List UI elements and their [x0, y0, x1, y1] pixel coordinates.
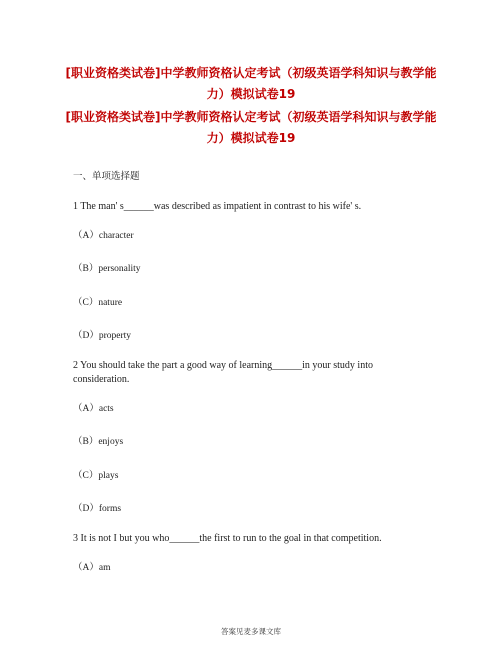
- question-2-text: 2 You should take the part a good way of learning______in your study into consideration.: [73, 360, 373, 385]
- page-footer: 答案见麦多课文库: [221, 627, 281, 636]
- question-3-option-a: （A）am: [73, 563, 111, 573]
- question-3-text: 3 It is not I but you who______the first to run to the goal in that competition.: [73, 533, 382, 544]
- question-1-option-a: （A）character: [73, 231, 134, 241]
- question-1-option-c: （C）nature: [73, 298, 123, 308]
- document-title: [职业资格类试卷]中学教师资格认定考试（初级英语学科知识与教学能力）模拟试卷19: [65, 66, 437, 101]
- question-1-option-b: （B）personality: [73, 264, 141, 274]
- question-1-text: 1 The man' s______was described as impatient in contrast to his wife' s.: [73, 201, 362, 212]
- question-2-option-c: （C）plays: [73, 471, 119, 481]
- question-1-option-d: （D）property: [73, 331, 132, 341]
- question-2-option-a: （A）acts: [73, 404, 114, 414]
- question-2-option-b: （B）enjoys: [73, 437, 124, 447]
- document-title-repeat: [职业资格类试卷]中学教师资格认定考试（初级英语学科知识与教学能力）模拟试卷19: [65, 110, 437, 145]
- section-heading: 一、单项选择题: [73, 171, 140, 182]
- question-2-option-d: （D）forms: [73, 504, 122, 514]
